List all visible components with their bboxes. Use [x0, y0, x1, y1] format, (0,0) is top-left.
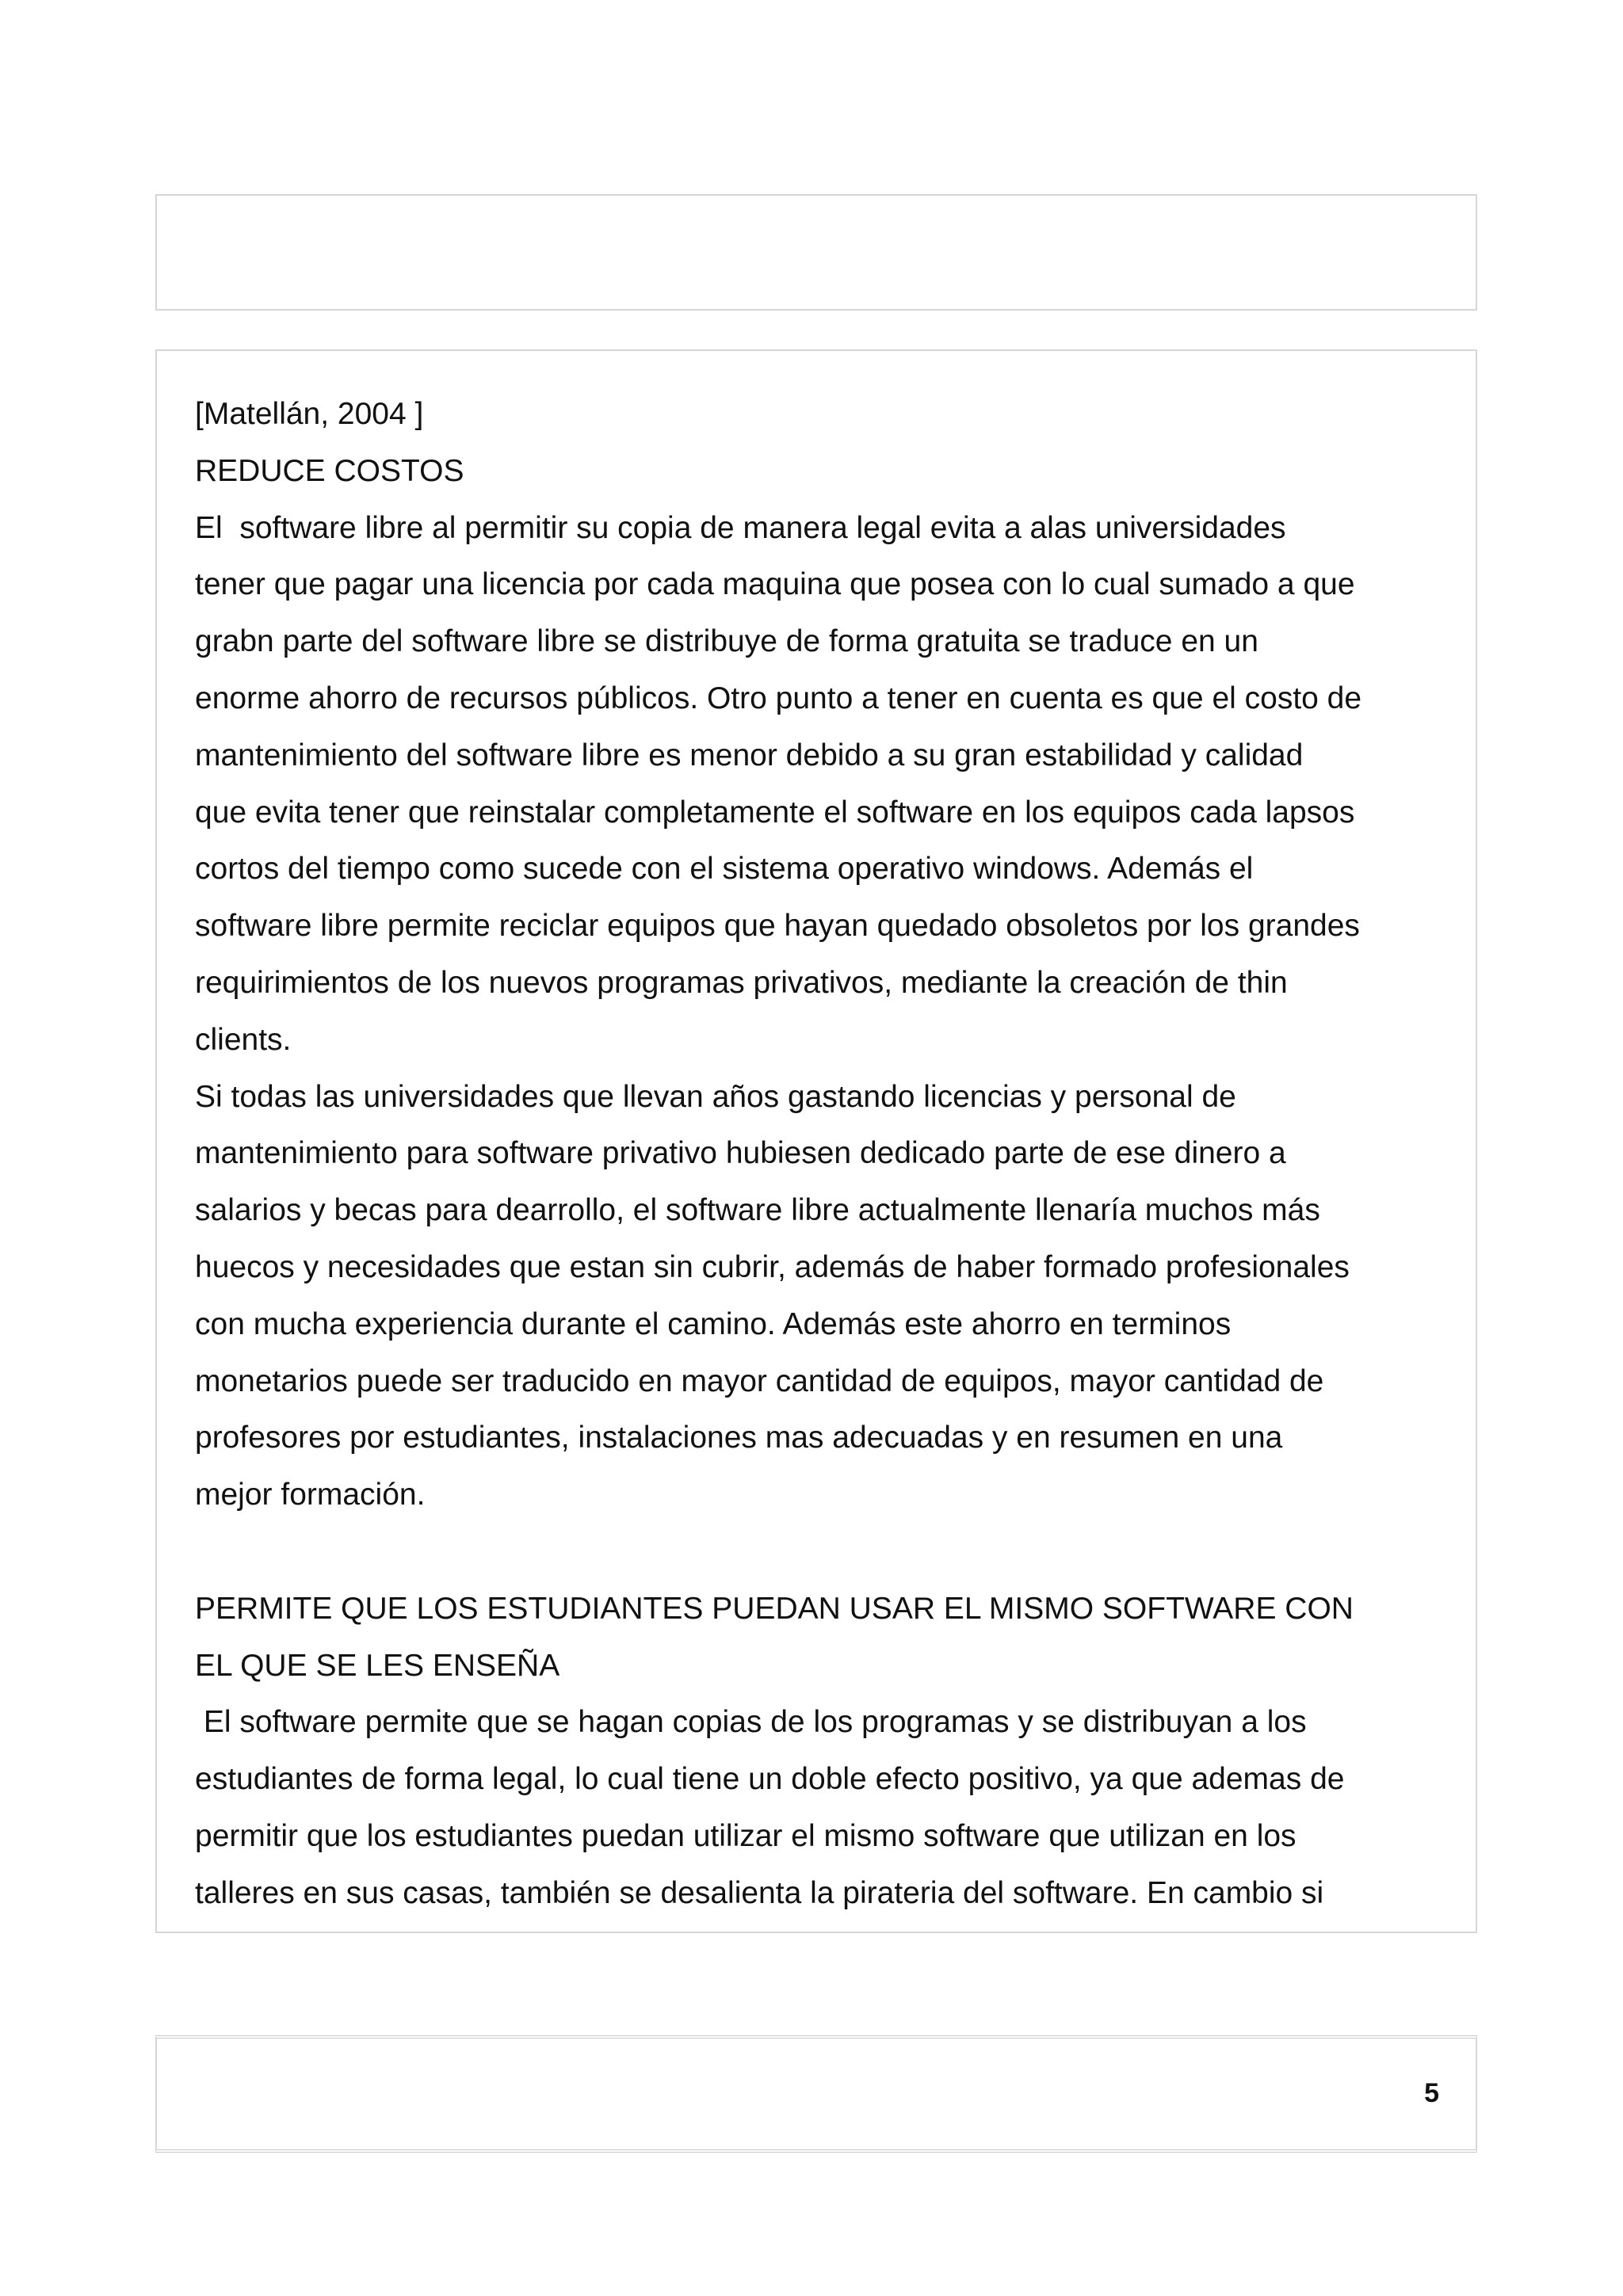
heading-line: EL QUE SE LES ENSEÑA: [195, 1648, 560, 1683]
text-line: software libre permite reciclar equipos que hayan quedado obsoletos por los grandes: [195, 909, 1360, 944]
text-line: enorme ahorro de recursos públicos. Otro punto a tener en cuenta es que el costo de: [195, 681, 1362, 715]
page-header: [155, 194, 1477, 311]
text-line: estudiantes de forma legal, lo cual tiene un doble efecto positivo, ya que ademas de: [195, 1762, 1345, 1797]
text-line: El software libre al permitir su copia de manera legal evita a alas universidades: [195, 510, 1286, 545]
text-line: tener que pagar una licencia por cada maquina que posea con lo cual sumado a que: [195, 567, 1355, 602]
page-body: [155, 349, 1477, 1933]
text-line: monetarios puede ser traducido en mayor cantidad de equipos, mayor cantidad de: [195, 1363, 1324, 1398]
text-line: mantenimiento del software libre es menor debido a su gran estabilidad y calidad: [195, 738, 1304, 772]
blank-line: [195, 1524, 1439, 1581]
text-line: Si todas las universidades que llevan años gastando licencias y personal de: [195, 1079, 1236, 1114]
page-footer: [155, 2035, 1477, 2153]
text-line: requirimientos de los nuevos programas privativos, mediante la creación de thin: [195, 965, 1288, 1000]
text-line: clients.: [195, 1022, 292, 1057]
paragraph-costs: [195, 500, 1439, 1069]
text-line: talleres en sus casas, también se desalienta la pirateria del software. En cambio si: [195, 1875, 1324, 1910]
section-heading-students: [195, 1581, 1439, 1695]
citation: [Matellán, 2004 ]: [195, 397, 424, 431]
text-line: con mucha experiencia durante el camino. Además este ahorro en terminos: [195, 1306, 1232, 1341]
paragraph-universities: [195, 1069, 1439, 1524]
page-number: 5: [1424, 2078, 1439, 2108]
text-line: que evita tener que reinstalar completamente el software en los equipos cada lapsos: [195, 795, 1355, 830]
text-line: El software permite que se hagan copias de los programas y se distribuyan a los: [195, 1705, 1307, 1740]
text-line: cortos del tiempo como sucede con el sistema operativo windows. Además el: [195, 852, 1254, 887]
heading-line: PERMITE QUE LOS ESTUDIANTES PUEDAN USAR EL MISMO SOFTWARE CON: [195, 1591, 1354, 1626]
text-line: profesores por estudiantes, instalaciones mas adecuadas y en resumen en una: [195, 1421, 1283, 1455]
paragraph-students: [195, 1694, 1439, 1921]
text-line: mantenimiento para software privativo hubiesen dedicado parte de ese dinero a: [195, 1136, 1286, 1171]
text-line: salarios y becas para dearrollo, el software libre actualmente llenaría muchos más: [195, 1193, 1320, 1228]
text-line: grabn parte del software libre se distribuye de forma gratuita se traduce en un: [195, 624, 1258, 659]
text-line: permitir que los estudiantes puedan utilizar el mismo software que utilizan en los: [195, 1818, 1296, 1853]
text-line: huecos y necesidades que estan sin cubrir, además de haber formado profesionales: [195, 1249, 1350, 1284]
text-line: mejor formación.: [195, 1478, 426, 1512]
section-heading-reduce-costos: REDUCE COSTOS: [195, 453, 464, 488]
